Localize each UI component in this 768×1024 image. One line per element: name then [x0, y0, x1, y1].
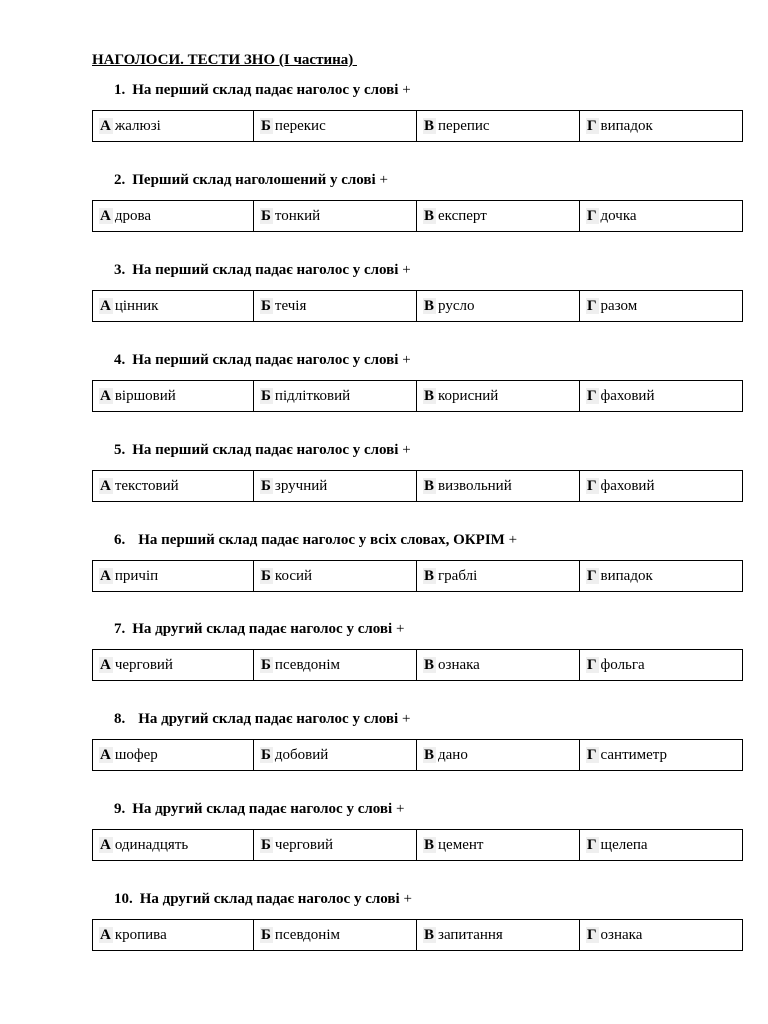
answer-option[interactable]: [417, 201, 580, 232]
answer-option[interactable]: [417, 381, 580, 412]
option-word: підлітковий: [274, 387, 351, 404]
question-text: На перший склад падає наголос у всіх словах, ОКРІМ: [138, 532, 505, 548]
option-word: запитання: [438, 926, 503, 943]
answer-options-table: [92, 380, 743, 412]
answer-option[interactable]: [417, 111, 580, 142]
question-number: 10.: [114, 891, 133, 907]
option-letter: А: [100, 477, 111, 494]
answer-option[interactable]: [580, 740, 743, 771]
option-word: цемент: [438, 836, 484, 853]
option-letter: В: [424, 746, 435, 763]
option-letter: Б: [261, 117, 271, 134]
answer-option[interactable]: [417, 920, 580, 951]
option-letter: Б: [261, 387, 271, 404]
option-letter: Б: [261, 477, 271, 494]
option-letter: Б: [261, 656, 271, 673]
answer-option[interactable]: [93, 561, 254, 592]
option-letter: Б: [261, 836, 271, 853]
option-letter: В: [424, 117, 435, 134]
option-letter: В: [424, 656, 435, 673]
option-word: ознака: [600, 926, 643, 943]
option-word: цінник: [114, 297, 159, 314]
option-letter: В: [424, 567, 435, 584]
option-word: сантиметр: [600, 746, 668, 763]
answer-options-table: [92, 560, 743, 592]
answer-options-table: [92, 470, 743, 502]
option-word: експерт: [438, 207, 487, 224]
answer-option[interactable]: [254, 561, 417, 592]
question-heading: [114, 262, 411, 279]
option-word: щелепа: [600, 836, 648, 853]
option-letter: Г: [587, 387, 597, 404]
option-word: граблі: [438, 567, 478, 584]
option-letter: А: [100, 567, 111, 584]
option-word: черговий: [114, 656, 173, 673]
question-text: На перший склад падає наголос у слові: [132, 352, 399, 368]
option-letter: А: [100, 656, 111, 673]
option-letter: В: [424, 207, 435, 224]
option-word: ознака: [438, 656, 480, 673]
question-number: 9.: [114, 801, 126, 817]
option-word: корисний: [438, 387, 499, 404]
answer-options-table: [92, 739, 743, 771]
option-letter: В: [424, 297, 435, 314]
plus-mark: +: [402, 262, 411, 278]
answer-option[interactable]: [93, 111, 254, 142]
option-word: текстовий: [114, 477, 179, 494]
question-heading: [114, 711, 410, 728]
plus-mark: +: [508, 532, 518, 548]
option-letter: А: [100, 387, 111, 404]
option-word: віршовий: [114, 387, 176, 404]
answer-option[interactable]: [417, 471, 580, 502]
option-word: дано: [438, 746, 468, 763]
option-word: черговий: [274, 836, 334, 853]
answer-option[interactable]: [580, 920, 743, 951]
option-letter: А: [100, 117, 111, 134]
question-text: Перший склад наголошений у слові: [132, 172, 376, 188]
answer-option[interactable]: [580, 561, 743, 592]
option-word: випадок: [600, 117, 653, 134]
answer-options-row: [93, 111, 743, 142]
question-number: 5.: [114, 442, 126, 458]
option-letter: Б: [261, 207, 271, 224]
plus-mark: +: [402, 442, 411, 458]
answer-option[interactable]: [417, 830, 580, 861]
option-word: дочка: [600, 207, 637, 224]
option-word: псевдонім: [274, 926, 340, 943]
plus-mark: +: [402, 352, 411, 368]
option-letter: Г: [587, 567, 597, 584]
option-word: випадок: [600, 567, 653, 584]
answer-options-row: [93, 561, 743, 592]
answer-options-table: [92, 649, 743, 681]
option-letter: Г: [587, 836, 597, 853]
answer-options-table: [92, 290, 743, 322]
question-text: На другий склад падає наголос у слові: [132, 801, 393, 817]
option-letter: Б: [261, 297, 271, 314]
option-letter: Г: [587, 656, 597, 673]
option-word: зручний: [274, 477, 328, 494]
option-word: перепис: [438, 117, 490, 134]
question-number: 1.: [114, 82, 126, 98]
option-word: добовий: [274, 746, 329, 763]
option-letter: Б: [261, 746, 271, 763]
question-text: На другий склад падає наголос у слові: [138, 711, 399, 727]
question-text: На перший склад падає наголос у слові: [132, 82, 399, 98]
answer-options-row: [93, 740, 743, 771]
question-heading: [114, 82, 411, 99]
answer-option[interactable]: [580, 201, 743, 232]
question-number: 2.: [114, 172, 126, 188]
option-letter: Г: [587, 926, 597, 943]
question-text: На перший склад падає наголос у слові: [132, 262, 399, 278]
answer-option[interactable]: [580, 111, 743, 142]
answer-option[interactable]: [580, 291, 743, 322]
answer-option[interactable]: [254, 111, 417, 142]
answer-option[interactable]: [93, 650, 254, 681]
answer-option[interactable]: [254, 830, 417, 861]
question-number: 4.: [114, 352, 126, 368]
option-letter: Г: [587, 746, 597, 763]
option-word: дрова: [114, 207, 152, 224]
option-letter: В: [424, 477, 435, 494]
option-letter: А: [100, 297, 111, 314]
answer-options-row: [93, 201, 743, 232]
answer-option[interactable]: [417, 291, 580, 322]
answer-option[interactable]: [254, 291, 417, 322]
option-letter: Г: [587, 117, 597, 134]
question-number: 6.: [114, 532, 126, 548]
option-letter: А: [100, 836, 111, 853]
option-letter: Г: [587, 207, 597, 224]
answer-options-row: [93, 830, 743, 861]
answer-option[interactable]: [417, 740, 580, 771]
plus-mark: +: [403, 891, 412, 907]
answer-options-table: [92, 200, 743, 232]
option-letter: Б: [261, 926, 271, 943]
option-letter: Б: [261, 567, 271, 584]
plus-mark: +: [401, 711, 411, 727]
option-word: кропива: [114, 926, 167, 943]
answer-option[interactable]: [93, 920, 254, 951]
answer-option[interactable]: [93, 291, 254, 322]
option-word: фаховий: [600, 387, 655, 404]
option-letter: Г: [587, 297, 597, 314]
answer-options-row: [93, 471, 743, 502]
answer-option[interactable]: [580, 381, 743, 412]
option-letter: В: [424, 387, 435, 404]
question-heading: [114, 891, 412, 908]
option-word: фольга: [600, 656, 645, 673]
option-word: жалюзі: [114, 117, 161, 134]
answer-option[interactable]: [254, 381, 417, 412]
question-text: На другий склад падає наголос у слові: [139, 891, 400, 907]
answer-options-row: [93, 381, 743, 412]
question-heading: [114, 801, 404, 818]
question-heading: [114, 172, 388, 189]
question-number: 3.: [114, 262, 126, 278]
plus-mark: +: [402, 82, 411, 98]
answer-options-table: [92, 829, 743, 861]
option-word: фаховий: [600, 477, 655, 494]
document-title: НАГОЛОСИ. ТЕСТИ ЗНО (І частина): [92, 52, 357, 68]
option-word: перекис: [274, 117, 326, 134]
answer-option[interactable]: [254, 201, 417, 232]
option-word: визвольний: [438, 477, 512, 494]
question-heading: [114, 621, 404, 638]
option-letter: В: [424, 836, 435, 853]
question-heading: [114, 532, 517, 549]
option-word: тонкий: [274, 207, 321, 224]
question-heading: [114, 442, 411, 459]
question-number: 8.: [114, 711, 126, 727]
plus-mark: +: [395, 801, 405, 817]
question-heading: [114, 352, 411, 369]
option-letter: А: [100, 926, 111, 943]
option-word: псевдонім: [274, 656, 340, 673]
answer-option[interactable]: [93, 740, 254, 771]
answer-option[interactable]: [417, 561, 580, 592]
option-letter: А: [100, 746, 111, 763]
option-letter: Г: [587, 477, 597, 494]
option-word: одинадцять: [114, 836, 189, 853]
answer-option[interactable]: [580, 471, 743, 502]
option-letter: В: [424, 926, 435, 943]
option-letter: А: [100, 207, 111, 224]
answer-options-row: [93, 920, 743, 951]
option-word: шофер: [114, 746, 158, 763]
answer-options-table: [92, 919, 743, 951]
answer-option[interactable]: [580, 650, 743, 681]
answer-option[interactable]: [93, 201, 254, 232]
answer-option[interactable]: [254, 650, 417, 681]
answer-options-row: [93, 291, 743, 322]
answer-option[interactable]: [93, 830, 254, 861]
answer-option[interactable]: [254, 471, 417, 502]
answer-option[interactable]: [254, 920, 417, 951]
option-word: разом: [600, 297, 638, 314]
option-word: русло: [438, 297, 475, 314]
plus-mark: +: [379, 172, 388, 188]
answer-option[interactable]: [93, 471, 254, 502]
option-word: причіп: [114, 567, 159, 584]
answer-option[interactable]: [254, 740, 417, 771]
option-word: течія: [274, 297, 307, 314]
question-text: На перший склад падає наголос у слові: [132, 442, 399, 458]
option-word: косий: [274, 567, 313, 584]
question-number: 7.: [114, 621, 126, 637]
answer-option[interactable]: [580, 830, 743, 861]
answer-option[interactable]: [93, 381, 254, 412]
answer-options-row: [93, 650, 743, 681]
answer-options-table: [92, 110, 743, 142]
question-text: На другий склад падає наголос у слові: [132, 621, 393, 637]
answer-option[interactable]: [417, 650, 580, 681]
plus-mark: +: [395, 621, 405, 637]
